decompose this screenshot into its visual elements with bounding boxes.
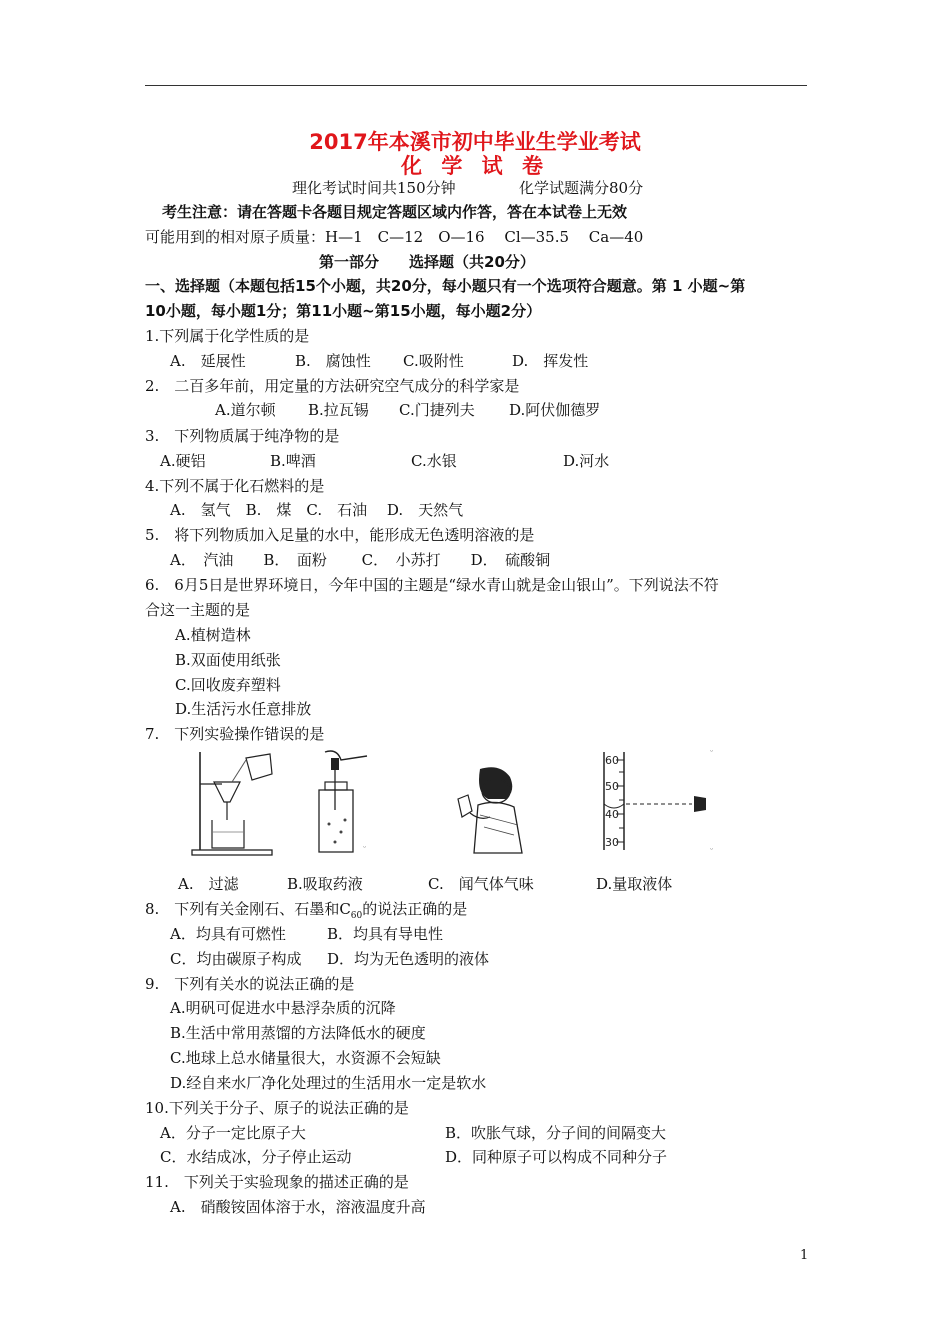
q8-stem-post: 的说法正确的是 <box>362 900 468 918</box>
q10-option-b: B．吹胀气球，分子间的间隔变大 <box>445 1124 667 1142</box>
time-info: 理化考试时间共150分钟 <box>292 179 456 197</box>
q8-option-c: C．均由碳原子构成 <box>170 950 302 968</box>
q3-stem: 3. 下列物质属于纯净物的是 <box>145 427 340 445</box>
q1-option-b: B. 腐蚀性 <box>295 352 371 370</box>
atomic-masses: 可能用到的相对原子质量：H—1 C—12 O—16 Cl—35.5 Ca—40 <box>145 228 644 246</box>
graduated-cylinder-figure <box>596 748 718 856</box>
q6-option-b: B.双面使用纸张 <box>175 651 281 669</box>
svg-text:ᵕ: ᵕ <box>363 843 367 852</box>
q6-option-d: D.生活污水任意排放 <box>175 700 312 718</box>
cylinder-tick-label: 50 <box>605 780 619 793</box>
instructions-line-1: 一、选择题（本题包括15个小题，共20分，每小题只有一个选项符合题意。第 1 小题~第 <box>145 277 746 295</box>
cylinder-tick-label: 30 <box>605 836 619 849</box>
q2-option-d: D.阿伏伽德罗 <box>509 401 601 419</box>
q2-stem: 2. 二百多年前，用定量的方法研究空气成分的科学家是 <box>145 377 520 395</box>
q11-option-a: A. 硝酸铵固体溶于水，溶液温度升高 <box>170 1198 426 1216</box>
q3-option-d: D.河水 <box>563 452 610 470</box>
q6-option-c: C.回收废弃塑料 <box>175 676 281 694</box>
q7-option-c: C. 闻气体气味 <box>428 875 534 893</box>
q8-option-a: A．均具有可燃性 <box>170 925 286 943</box>
q3-option-b: B.啤酒 <box>270 452 316 470</box>
filtration-apparatus-figure <box>190 748 276 858</box>
q4-stem: 4.下列不属于化石燃料的是 <box>145 477 325 495</box>
q1-option-a: A. 延展性 <box>170 352 246 370</box>
q9-stem: 9. 下列有关水的说法正确的是 <box>145 975 355 993</box>
q7-option-a: A. 过滤 <box>178 875 239 893</box>
q2-option-b: B.拉瓦锡 <box>308 401 369 419</box>
q8-option-b: B．均具有导电性 <box>327 925 444 943</box>
instructions-line-2: 10小题，每小题1分；第11小题~第15小题，每小题2分） <box>145 302 542 320</box>
q6-stem-line-2: 合这一主题的是 <box>145 601 251 619</box>
q10-option-d: D．同种原子可以构成不同种分子 <box>445 1148 668 1166</box>
q7-stem: 7. 下列实验操作错误的是 <box>145 725 325 743</box>
q5-options: A． 汽油 B． 面粉 C． 小苏打 D． 硫酸铜 <box>170 551 551 569</box>
q8-stem-pre: 8. 下列有关金刚石、石墨和C <box>145 900 351 918</box>
q2-option-c: C.门捷列夫 <box>399 401 475 419</box>
q3-option-a: A.硬铝 <box>160 452 206 470</box>
q1-stem: 1.下列属于化学性质的是 <box>145 327 310 345</box>
header-rule <box>145 85 807 86</box>
q1-option-d: D. 挥发性 <box>512 352 589 370</box>
cylinder-tick-label: 60 <box>605 754 619 767</box>
q10-stem: 10.下列关于分子、原子的说法正确的是 <box>145 1099 409 1117</box>
cylinder-tick-label: 40 <box>605 808 619 821</box>
exam-subtitle: 化 学 试 卷 <box>401 154 549 178</box>
q6-option-a: A.植树造林 <box>175 626 251 644</box>
q7-option-d: D.量取液体 <box>596 875 673 893</box>
q3-option-c: C.水银 <box>411 452 457 470</box>
page-number: 1 <box>800 1248 809 1263</box>
q2-option-a: A.道尔顿 <box>215 401 276 419</box>
q8-stem <box>145 899 467 926</box>
smelling-gas-figure <box>450 765 530 857</box>
q7-option-b: B.吸取药液 <box>287 875 363 893</box>
q11-stem: 11. 下列关于实验现象的描述正确的是 <box>145 1173 409 1191</box>
exam-title: 2017年本溪市初中毕业生学业考试 <box>309 130 641 154</box>
q10-option-a: A．分子一定比原子大 <box>160 1124 306 1142</box>
q9-option-b: B.生活中常用蒸馏的方法降低水的硬度 <box>170 1024 426 1042</box>
q8-stem-subscript: 60 <box>350 911 363 921</box>
exam-notice: 考生注意：请在答题卡各题目规定答题区域内作答，答在本试卷上无效 <box>162 203 628 221</box>
q10-option-c: C．水结成冰，分子停止运动 <box>160 1148 352 1166</box>
q9-option-a: A.明矾可促进水中悬浮杂质的沉降 <box>170 999 396 1017</box>
q4-options: A. 氢气 B. 煤 C. 石油 D. 天然气 <box>170 501 464 519</box>
q9-option-c: C.地球上总水储量很大，水资源不会短缺 <box>170 1049 441 1067</box>
q9-option-d: D.经自来水厂净化处理过的生活用水一定是软水 <box>170 1074 487 1092</box>
q6-stem-line-1: 6. 6月5日是世界环境日，今年中国的主题是“绿水青山就是金山银山”。下列说法不符 <box>145 576 719 594</box>
score-info: 化学试题满分80分 <box>519 179 644 197</box>
q5-stem: 5. 将下列物质加入足量的水中，能形成无色透明溶液的是 <box>145 526 535 544</box>
svg-text:ᵕ: ᵕ <box>710 845 714 854</box>
q1-option-c: C.吸附性 <box>403 352 464 370</box>
part-title: 第一部分 选择题（共20分） <box>319 253 535 271</box>
svg-text:ᵕ: ᵕ <box>710 748 714 756</box>
dropper-bottle-figure <box>305 750 377 856</box>
q8-option-d: D．均为无色透明的液体 <box>327 950 490 968</box>
